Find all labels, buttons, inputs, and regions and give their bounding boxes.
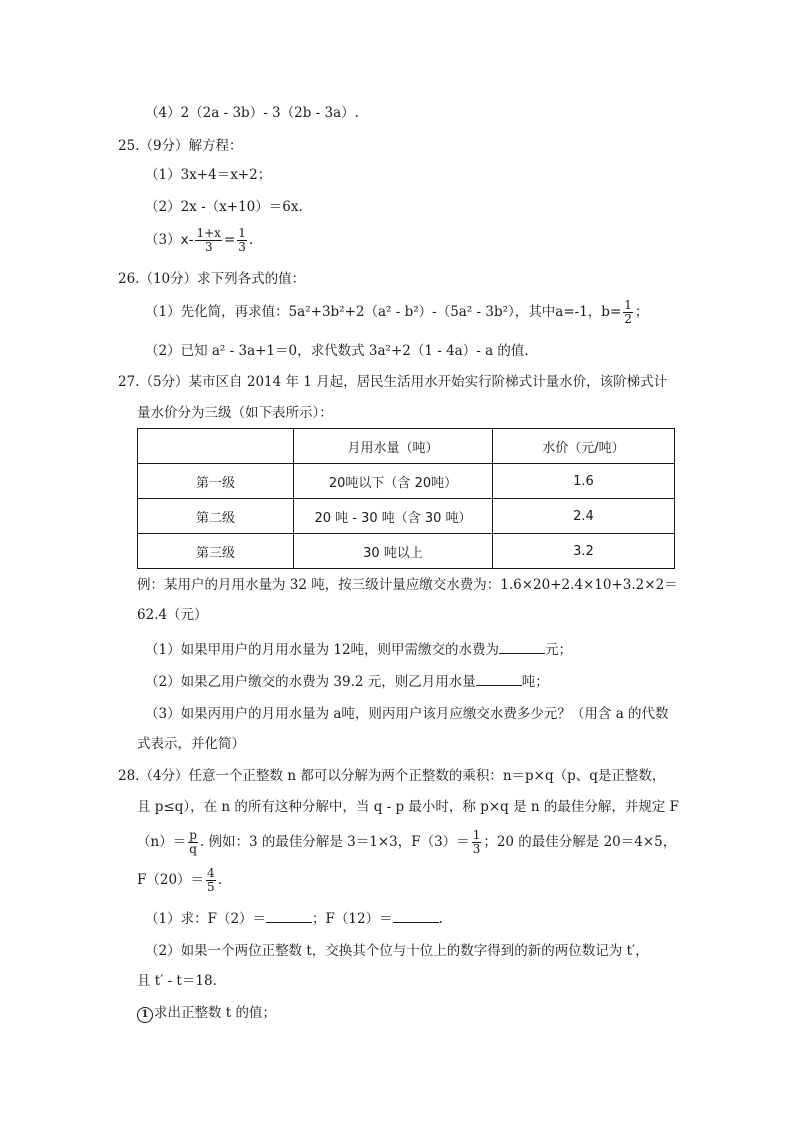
fraction-numerator: p: [189, 828, 197, 842]
q27-example-line1: 例：某用户的月用水量为 32 吨，按三级计量应缴交水费为：1.6×20+2.4×10+3.2×2＝: [137, 577, 678, 593]
q28-line4-b: .: [217, 872, 222, 888]
q24-part4: （4）2（2a - 3b）- 3（2b - 3a）.: [145, 105, 359, 121]
q27-part3-line2: 式表示，并化简）: [137, 736, 245, 752]
table-row: [138, 464, 675, 499]
fraction-numerator: 1: [472, 828, 481, 842]
q28-fraction-four-fifths: [206, 867, 216, 894]
q27-part3-line1: （3）如果丙用户的月用水量为 a吨，则丙用户该月应缴交水费多少元？（用含 a 的代数: [145, 706, 669, 722]
q27-part2-unit: 吨；: [521, 674, 549, 690]
table-cell: 20 吨 - 30 吨（含 30 吨）: [294, 499, 493, 534]
q28-line4: [137, 864, 222, 896]
q25-part3-prefix: （3）: [145, 232, 181, 248]
table-cell: 2.4: [493, 499, 675, 534]
q25-part3-equals: =: [223, 232, 236, 248]
fraction-denominator: 3: [204, 240, 213, 254]
q26-part1: [145, 298, 648, 326]
q28-fraction-p-q: [188, 829, 198, 856]
q25-part1: （1）3x+4＝x+2；: [145, 167, 272, 183]
fraction-numerator: 4: [207, 866, 215, 880]
table-header-row: [138, 429, 675, 464]
fraction-denominator: 5: [207, 880, 215, 894]
q25-part3-fraction-right: [237, 227, 247, 254]
q27-example-line2: 62.4（元）: [137, 607, 208, 623]
q27-heading-line2: 量水价分为三级（如下表所示）：: [137, 405, 333, 421]
q28-part2-line2: 且 t′ - t＝18.: [137, 973, 217, 989]
q25-heading: 25.（9分）解方程：: [118, 138, 243, 154]
fraction-denominator: 3: [472, 842, 481, 856]
q25-part3-fraction-left: [195, 227, 221, 254]
table-header-cell: [138, 429, 294, 464]
q26-part2: （2）已知 a² - 3a+1＝0，求代数式 3a²+2（1 - 4a）- a 的值.: [145, 343, 529, 359]
fraction-denominator: 2: [624, 312, 632, 326]
q27-part1-text: （1）如果甲用户的月用水量为 12吨，则甲需缴交的水费为: [145, 642, 500, 658]
q28-line4-a: F（20）＝: [137, 872, 205, 888]
table-cell: 3.2: [493, 534, 675, 569]
table-cell: 第一级: [138, 464, 294, 499]
table-header-cell: 水价（元/吨）: [493, 429, 675, 464]
table-row: [138, 534, 675, 569]
q28-line3-b: . 例如：3 的最佳分解是 3＝1×3，F（3）＝: [199, 834, 470, 850]
q27-part1: [145, 641, 572, 659]
q27-part2: [145, 673, 549, 691]
table-cell: 第二级: [138, 499, 294, 534]
q25-part2: （2）2x -（x+10）＝6x.: [145, 199, 303, 215]
q28-line1: 28.（4分）任意一个正整数 n 都可以分解为两个正整数的乘积：n＝p×q（p、q是正整数，: [118, 768, 666, 784]
fraction-numerator: 1+x: [196, 226, 221, 240]
table-cell: 20吨以下（含 20吨）: [294, 464, 493, 499]
table-cell: 30 吨以上: [294, 534, 493, 569]
q27-part1-answer-blank[interactable]: [499, 641, 545, 654]
table-cell: 第三级: [138, 534, 294, 569]
q27-part1-unit: 元；: [545, 642, 573, 658]
table-cell: 1.6: [493, 464, 675, 499]
q28-sub1-text: 求出正整数 t 的值；: [154, 1005, 277, 1021]
q26-part1-text: （1）先化简，再求值：5a²+3b²+2（a² - b²）-（5a² - 3b²），其中a=-1，b=: [145, 304, 622, 320]
q26-part1-end: ；: [634, 304, 649, 320]
q28-line2: 且 p≤q），在 n 的所有这种分解中，当 q - p 最小时，称 p×q 是 n 的最佳分解，并规定 F: [137, 799, 680, 815]
q26-part1-fraction: [623, 299, 633, 326]
water-price-table: [137, 428, 675, 569]
q25-part3-end: .: [248, 232, 254, 248]
q28-part2-line1: （2）如果一个两位正整数 t，交换其个位与十位上的数字得到的新的两位数记为 t′，: [145, 943, 649, 959]
fraction-denominator: q: [189, 842, 197, 856]
fraction-numerator: 1: [238, 226, 246, 240]
q28-part1-F12-blank[interactable]: [393, 910, 439, 923]
q28-line3-c: ；20 的最佳分解是 20＝4×5，: [483, 834, 677, 850]
table-header-cell: 月用水量（吨）: [294, 429, 493, 464]
circled-number-one: 1: [137, 1007, 153, 1023]
fraction-denominator: 3: [238, 240, 246, 254]
fraction-numerator: 1: [624, 298, 632, 312]
q28-fraction-one-third: [472, 829, 482, 856]
q28-part1-b: ；F（12）＝: [312, 911, 393, 927]
q28-part1-F2-blank[interactable]: [266, 910, 312, 923]
q25-part3-x: x-: [180, 232, 194, 248]
q28-part1-a: （1）求：F（2）＝: [145, 911, 267, 927]
q28-part1: [145, 910, 443, 928]
q27-heading-line1: 27.（5分）某市区自 2014 年 1 月起，居民生活用水开始实行阶梯式计量水价，该阶梯式计: [118, 374, 668, 390]
q27-part2-text: （2）如果乙用户缴交的水费为 39.2 元，则乙月用水量: [145, 674, 476, 690]
q27-part2-answer-blank[interactable]: [476, 673, 522, 686]
q28-part1-c: .: [438, 911, 443, 927]
table-row: [138, 499, 675, 534]
q28-sub1: [137, 1004, 276, 1023]
q25-part3: [145, 226, 253, 254]
q28-line3: [137, 826, 676, 858]
q26-heading: 26.（10分）求下列各式的值：: [118, 271, 306, 287]
q28-line3-a: （n）＝: [137, 834, 187, 850]
